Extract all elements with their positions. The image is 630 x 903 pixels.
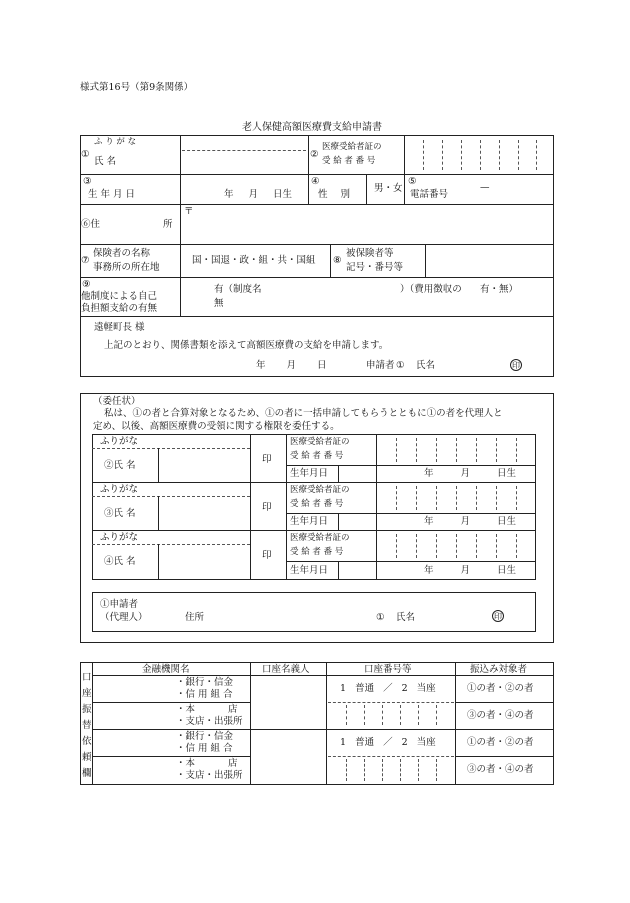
proxy-cert-1: 医療受給者証の [290,485,350,495]
form-id: 様式第16号（第9条関係） [80,82,194,93]
bank-type[interactable]: ・銀行・信金 [176,731,234,742]
birth-value[interactable]: 年 月 日生 [224,189,293,200]
other-label-2: 負担額支給の有無 [81,303,158,314]
proxy-seal: 印 [262,550,272,561]
num-1: ① [81,149,90,160]
proxy-heading: （委任状） [93,396,141,407]
proxy-furigana: ふりがな [100,484,139,495]
insured-number-field[interactable] [426,245,553,276]
target-a[interactable]: ①の者・②の者 [467,737,534,748]
insurer-types[interactable]: 国・国退・政・組・共・国組 [192,255,316,266]
account-type[interactable]: 1 普通 ／ 2 当座 [340,683,436,694]
bank-type[interactable]: ・銀行・信金 [176,677,234,688]
proxy-cert-2: 受 給 者 番 号 [290,499,344,509]
num-9: ⑨ [82,279,91,290]
proxy-text-1: 私は、①の者と合算対象となるため、①の者に一括申請してもらうとともに①の者を代理人と [104,408,503,419]
proxy-birth-value[interactable]: 年 月 日生 [424,516,517,527]
gender-value[interactable]: 男・女 [374,183,403,194]
furigana-label: ふ り が な [94,137,137,147]
bank-side-label: 座 [82,688,92,699]
proxy-name-label: ③氏 名 [104,508,136,519]
proxy-cert-2: 受 給 者 番 号 [290,451,344,461]
postal-mark: 〒 [184,206,194,217]
num-2: ② [310,149,319,160]
bank-side-label: 頼 [82,752,92,763]
other-fee-choice[interactable]: 有・無） [480,284,519,295]
other-yes[interactable]: 有（制度名 [214,284,262,295]
date-line[interactable]: 年 月 日 [256,360,327,371]
agent-name-label: 氏名 [396,612,416,623]
num-3: ③ [83,176,92,187]
bank-side-label: 振 [82,704,92,715]
num-8: ⑧ [333,255,342,266]
header-account-holder: 口座名義人 [262,664,310,675]
cert-label-2: 受 給 者 番 号 [322,156,376,166]
birth-label: 生 年 月 日 [88,189,136,200]
applicant-label: 申請者 [366,360,395,371]
target-a[interactable]: ①の者・②の者 [467,683,534,694]
form-title: 老人保健高額医療費支給申請書 [242,122,382,133]
proxy-cert-1: 医療受給者証の [290,533,350,543]
seal-mark: 印 [512,361,520,370]
name-label: 氏 名 [94,156,117,167]
proxy-name-label: ②氏 名 [104,460,136,471]
insured-label-2: 記号・番号等 [346,262,404,273]
applicant-name-label: 氏名 [416,360,436,371]
name-field[interactable] [181,136,307,173]
insurer-label-2: 事務所の所在地 [93,262,160,273]
header-account-number: 口座番号等 [364,664,412,675]
agent-address-label: 住所 [185,612,205,623]
addressee: 遠軽町長 様 [94,322,145,333]
proxy-name-label: ④氏 名 [104,556,136,567]
agent-seal-mark: 印 [494,612,502,621]
agent-address-field[interactable] [210,600,360,628]
proxy-text-2: 定め、以後、高額医療費の受領に関する権限を委任する。 [93,421,340,432]
num-7: ⑦ [81,255,90,266]
account-type[interactable]: 1 普通 ／ 2 当座 [340,737,436,748]
agent-label-2: （代理人） [100,612,148,623]
account-holder-field[interactable] [252,731,324,783]
proxy-name-field[interactable] [160,545,248,579]
header-bank-name: 金融機関名 [142,664,190,675]
account-holder-field[interactable] [252,677,324,727]
proxy-birth-label: 生年月日 [290,516,329,527]
proxy-birth-label: 生年月日 [290,565,329,576]
phone-dash: — [480,182,490,193]
declaration: 上記のとおり、関係書類を添えて高額医療費の支給を申請します。 [104,340,389,351]
insured-label-1: 被保険者等 [346,248,394,259]
other-label-1: 他制度による自己 [81,291,158,302]
address-label: ⑥住 所 [81,219,173,230]
bank-side-label: 依 [82,736,92,747]
other-fee: ）（費用徴収の [400,284,462,295]
target-b[interactable]: ③の者・④の者 [467,764,534,775]
proxy-birth-value[interactable]: 年 月 日生 [424,468,517,479]
agent-label-1: ①申請者 [100,599,139,610]
target-b[interactable]: ③の者・④の者 [467,710,534,721]
bank-type[interactable]: ・信 用 組 合 [176,743,233,754]
cert-label-1: 医療受給者証の [322,142,382,152]
phone-label: 電話番号 [410,189,449,200]
gender-label: 性 別 [318,189,351,200]
proxy-cert-1: 医療受給者証の [290,437,350,447]
proxy-name-field[interactable] [160,449,248,481]
proxy-seal: 印 [262,502,272,513]
other-no[interactable]: 無 [214,298,224,309]
header-target: 振込み対象者 [470,664,528,675]
agent-num: ① [376,612,385,623]
proxy-seal: 印 [262,454,272,465]
num-4: ④ [311,176,320,187]
insurer-label-1: 保険者の名称 [93,248,151,259]
branch-type[interactable]: ・支店・出張所 [176,770,243,781]
address-field[interactable] [181,205,553,243]
num-5: ⑤ [408,176,417,187]
applicant-num: ① [396,360,405,371]
proxy-cert-2: 受 給 者 番 号 [290,547,344,557]
bank-side-label: 替 [82,720,92,731]
proxy-birth-value[interactable]: 年 月 日生 [424,565,517,576]
branch-type[interactable]: ・本 店 [176,704,238,715]
branch-type[interactable]: ・本 店 [176,758,238,769]
recipient-number-field[interactable] [405,136,553,173]
proxy-furigana: ふりがな [100,436,139,447]
branch-type[interactable]: ・支店・出張所 [176,716,243,727]
bank-side-label: 口 [82,672,92,683]
proxy-name-field[interactable] [160,497,248,529]
proxy-furigana: ふりがな [100,532,139,543]
bank-type[interactable]: ・信 用 組 合 [176,689,233,700]
proxy-birth-label: 生年月日 [290,468,329,479]
bank-side-label: 欄 [82,768,92,779]
phone-field[interactable] [455,175,553,203]
